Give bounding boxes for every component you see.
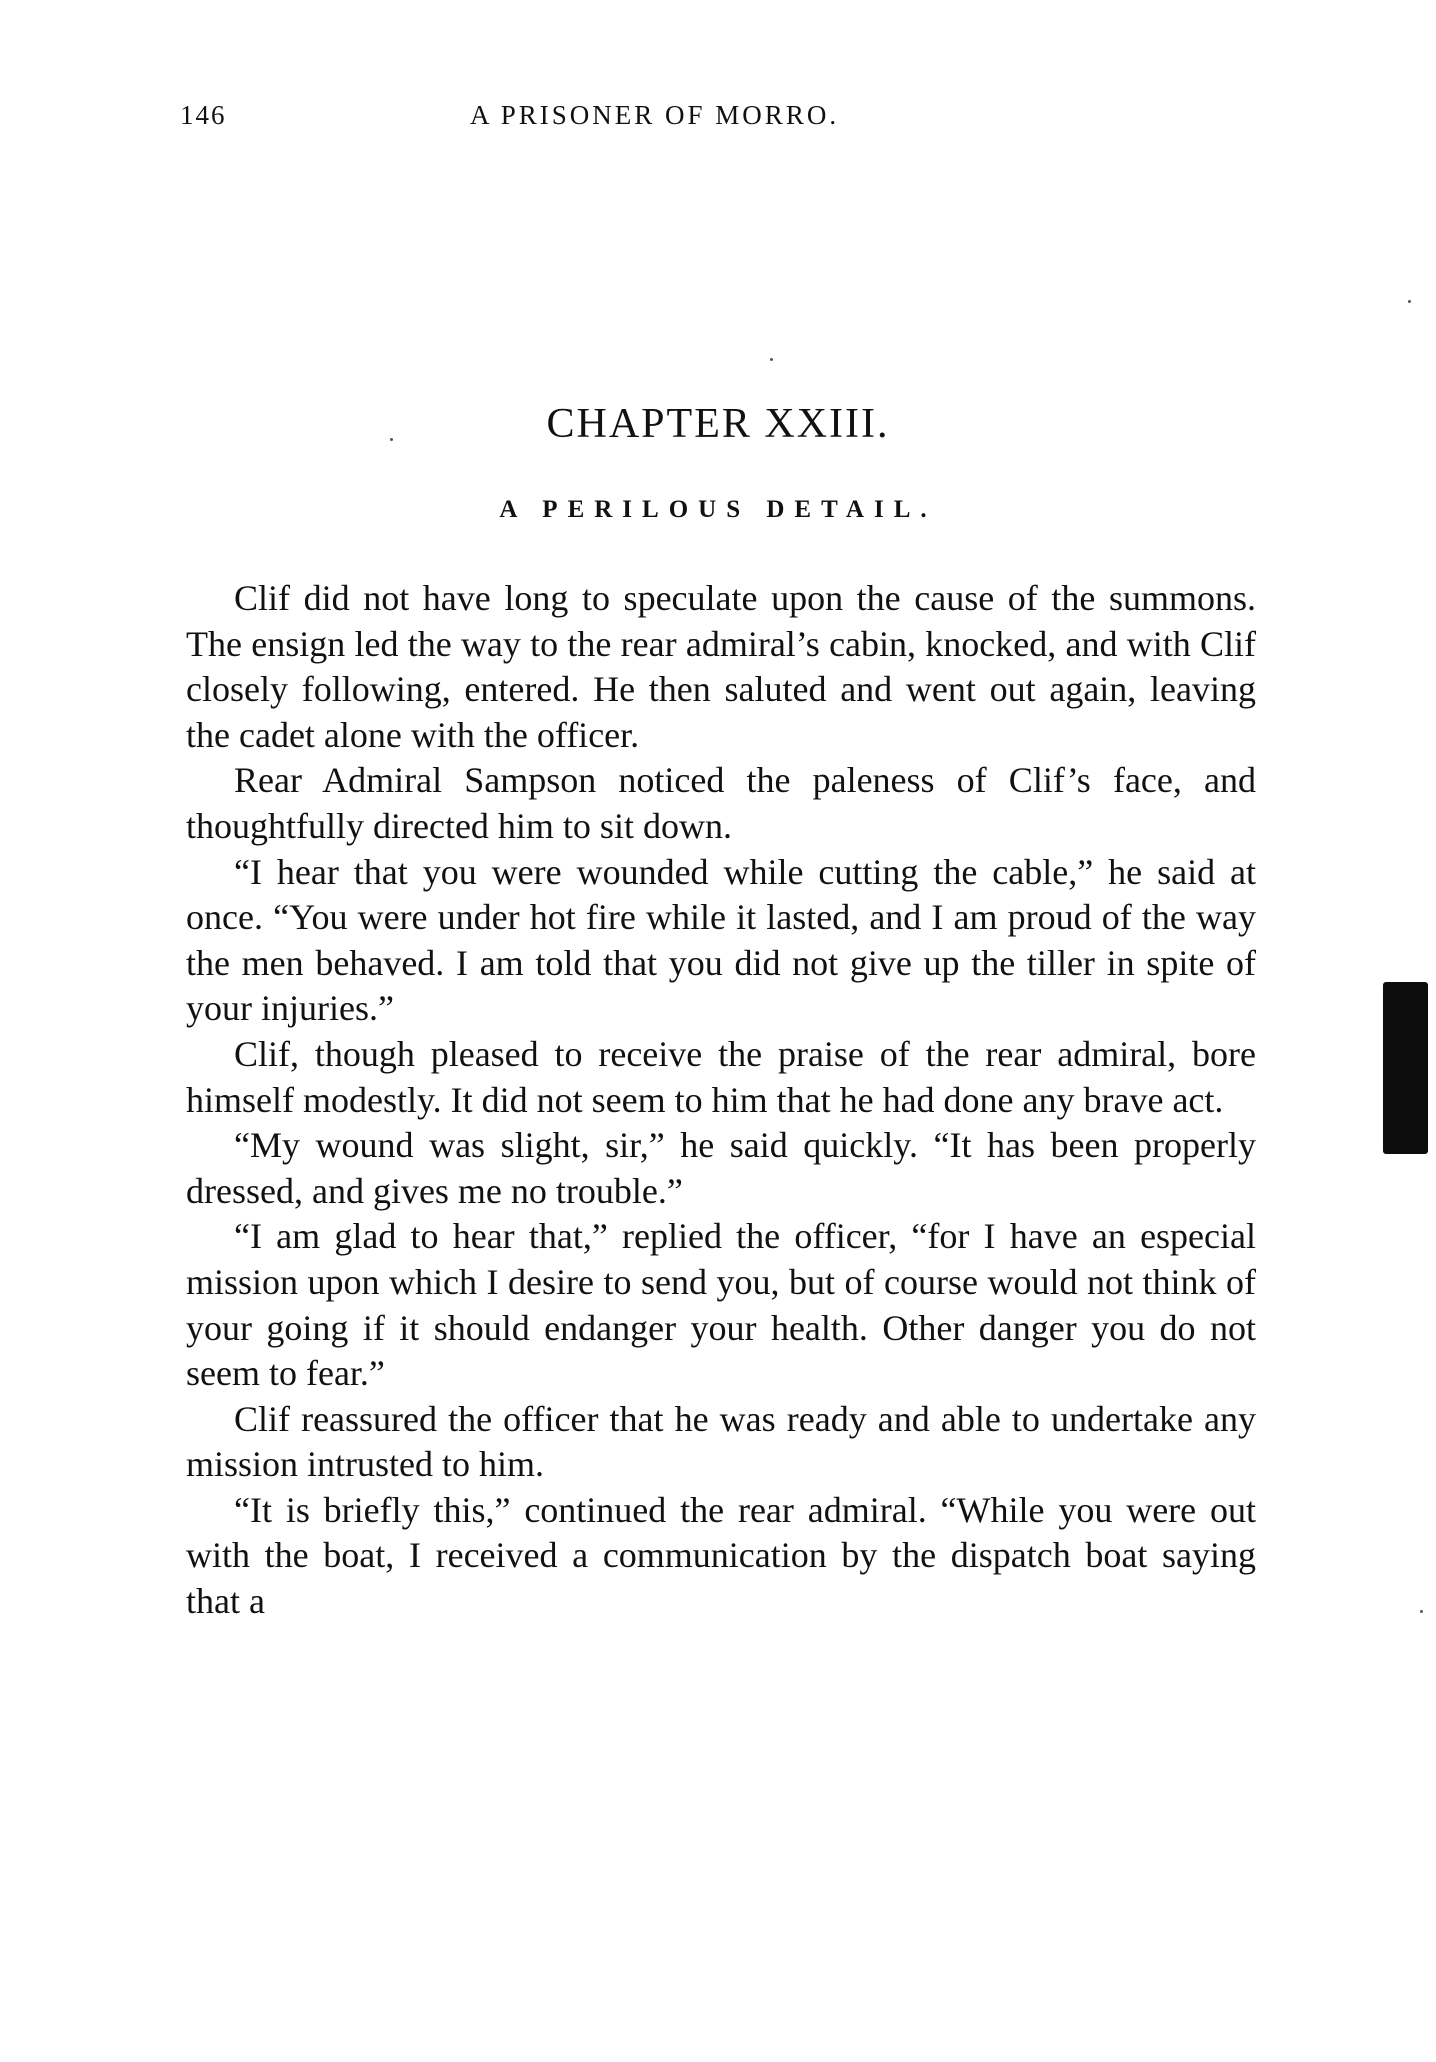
paragraph-5: “My wound was slight, sir,” he said quickly. “It has been properly dressed, and gives me no trouble.” [186, 1125, 1256, 1211]
paragraph-2: Rear Admiral Sampson noticed the paleness of Clif’s face, and thoughtfully directed him to sit down. [186, 760, 1256, 846]
paragraph-4: Clif, though pleased to receive the praise of the rear admiral, bore himself modestly. It did not seem to him that he had done any brave act. [186, 1033, 1256, 1120]
ink-speck [1408, 300, 1411, 303]
paragraph-1: Clif did not have long to speculate upon the cause of the summons. The ensign led the way to the rear admiral’s cabin, knocked, and with Clif closely following, entered. He then saluted and went out again, leaving the cadet alone with the officer. [186, 578, 1256, 755]
margin-tab-mark [1383, 982, 1428, 1154]
paragraph-3: “I hear that you were wounded while cutting the cable,” he said at once. “You were under hot fire while it lasted, and I am proud of the way the men behaved. I am told that you did not give up the tiller in spite of your injuries.” [186, 851, 1256, 1029]
body-text [186, 576, 1256, 1625]
ink-speck [770, 358, 773, 361]
paragraph-7: Clif reassured the officer that he was ready and able to undertake any mission intrusted to him. [186, 1398, 1256, 1485]
running-head [180, 100, 1260, 140]
page-number: 146 [180, 100, 227, 130]
paragraph-6: “I am glad to hear that,” replied the officer, “for I have an especial mission upon which I desire to send you, but of course would not think of your going if it should endanger your health. Other danger you do not seem to fear.” [186, 1216, 1256, 1394]
ink-speck [1420, 1610, 1423, 1613]
chapter-title: CHAPTER XXIII. [546, 401, 890, 447]
chapter-subtitle: A PERILOUS DETAIL. [499, 496, 937, 523]
ink-speck [390, 438, 393, 441]
running-title: A PRISONER OF MORRO. [470, 100, 840, 130]
paragraph-8: “It is briefly this,” continued the rear admiral. “While you were out with the boat, I received a communication by the dispatch boat saying that a [186, 1489, 1256, 1622]
